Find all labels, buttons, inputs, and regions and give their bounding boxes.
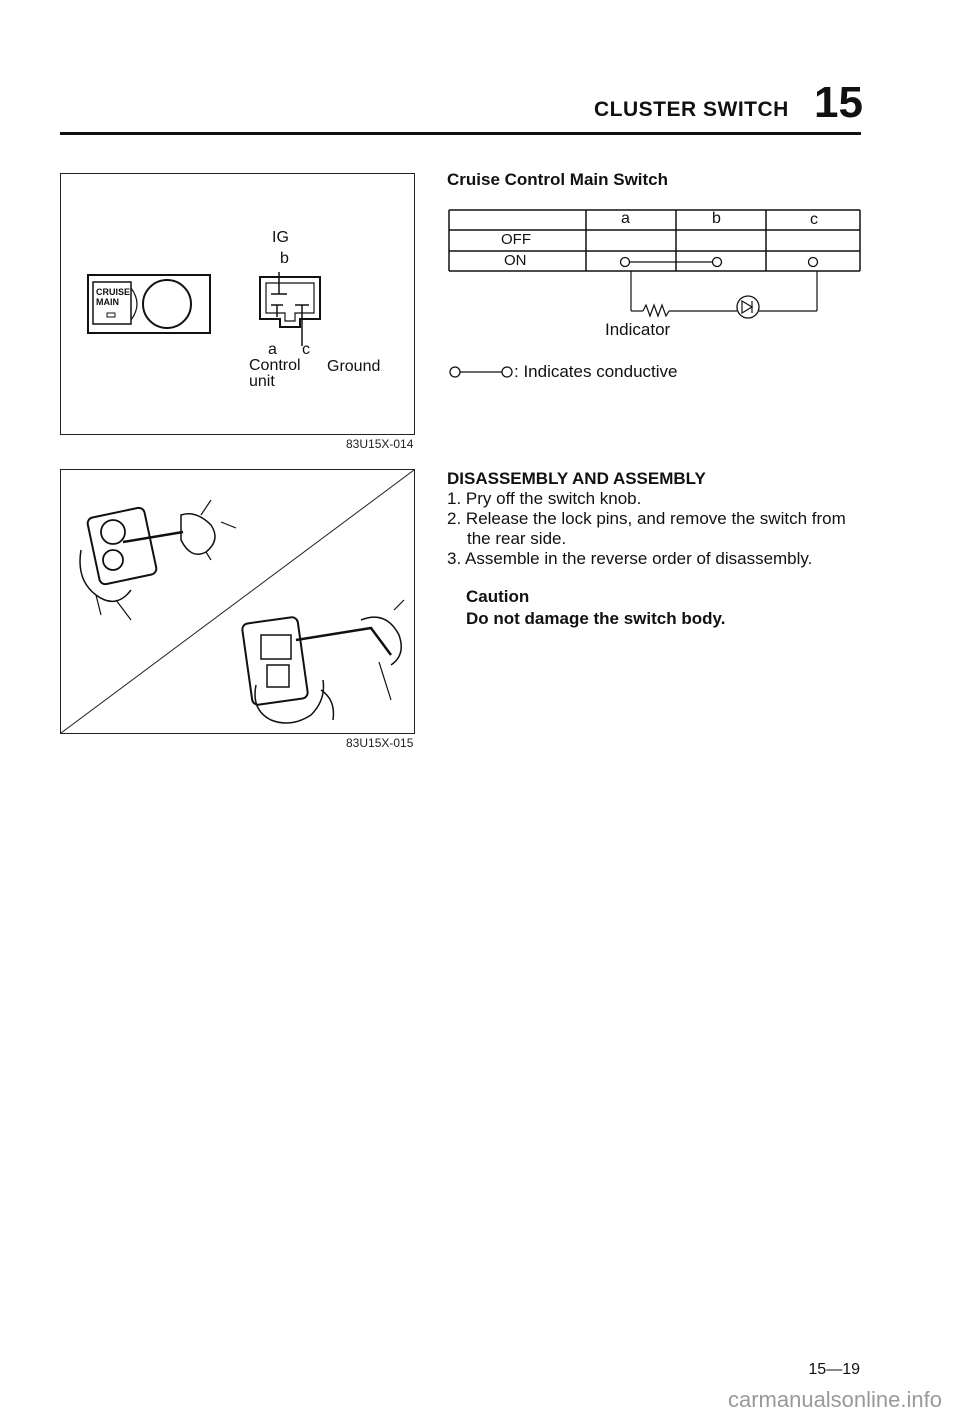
column-header-a: a (621, 210, 630, 227)
switch-label-main: MAIN (96, 297, 119, 307)
control-unit-label: Control (249, 357, 301, 374)
caution-title: Caution (466, 587, 530, 606)
terminal-b-label: b (280, 250, 289, 267)
conductive-symbol-icon (449, 364, 515, 380)
step-1 (447, 489, 867, 509)
caution-text: Do not damage the switch body. (466, 609, 726, 628)
step-number: 3. (447, 549, 462, 568)
figure1-code: 83U15X-014 (346, 437, 414, 451)
disassembly-section (447, 469, 867, 569)
connector-icon (257, 272, 323, 347)
row-label-off: OFF (501, 231, 531, 248)
step-text: Assemble in the reverse order of disassembly. (464, 549, 813, 568)
ground-label: Ground (327, 358, 381, 375)
watermark: carmanualsonline.info (727, 1387, 942, 1412)
figure-disassembly-illustration (60, 469, 415, 734)
step-2 (447, 509, 867, 549)
step-3 (447, 549, 867, 569)
step-text: Pry off the switch knob. (465, 489, 642, 508)
indicator-label: Indicator (605, 320, 671, 339)
disassembly-title: DISASSEMBLY AND ASSEMBLY (447, 469, 706, 488)
figure2-code: 83U15X-015 (346, 736, 414, 750)
step-number: 1. (447, 489, 462, 508)
step-text: Release the lock pins, and remove the switch from (465, 509, 846, 528)
figure-switch-diagram (60, 173, 415, 435)
step-text-continued: the rear side. (467, 529, 567, 548)
section-number: 15 (814, 78, 863, 127)
legend-text: : Indicates conductive (514, 362, 678, 381)
step-number: 2. (447, 509, 462, 528)
terminal-c-label: c (302, 341, 310, 358)
header-rule (60, 132, 861, 135)
column-header-b: b (712, 210, 721, 227)
switch-label-cruise: CRUISE (96, 287, 131, 297)
cruise-section-title: Cruise Control Main Switch (447, 170, 669, 189)
cruise-main-switch-icon (85, 272, 215, 342)
row-label-on: ON (504, 252, 527, 269)
page-number: 15—19 (808, 1361, 860, 1378)
page-header-title: CLUSTER SWITCH (594, 98, 789, 121)
disassembly-illustration-icon (61, 470, 414, 733)
ig-label: IG (272, 229, 289, 246)
column-header-c: c (810, 211, 818, 228)
terminal-a-label: a (268, 341, 277, 358)
control-unit-label-2: unit (249, 373, 275, 390)
